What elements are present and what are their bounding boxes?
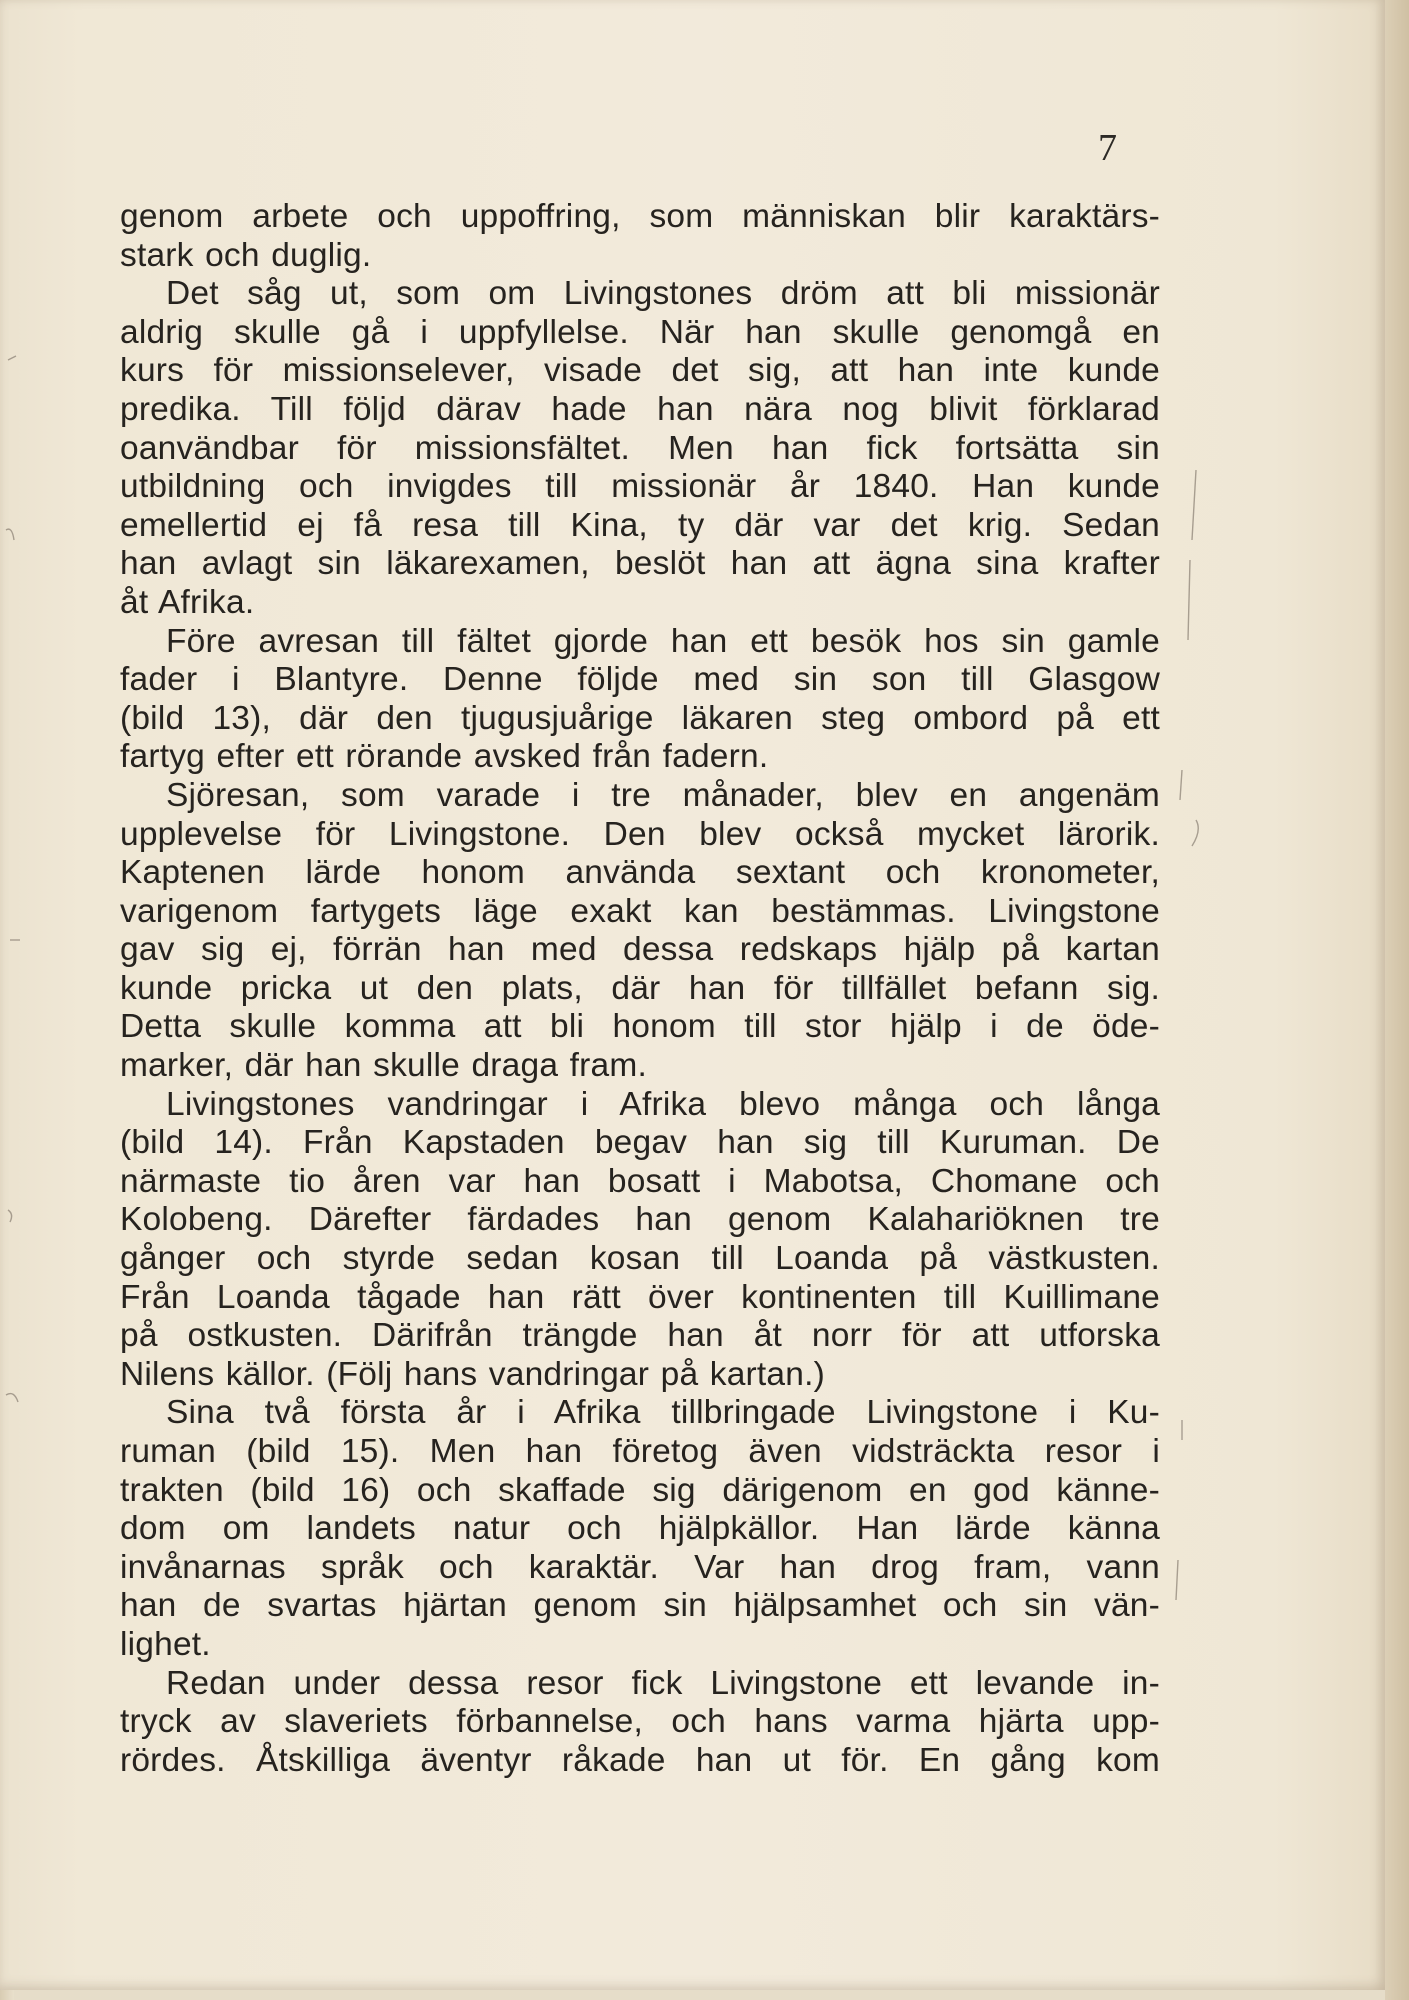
text-line: dom om landets natur och hjälpkällor. Han lärde känna <box>120 1510 1160 1548</box>
text-line: gav sig ej, förrän han med dessa redskaps hjälp på kartan <box>120 931 1160 969</box>
text-line: Från Loanda tågade han rätt över kontinenten till Kuillimane <box>120 1278 1160 1316</box>
text-line: (bild 14). Från Kapstaden begav han sig till Kuruman. De <box>120 1124 1160 1162</box>
text-line: fader i Blantyre. Denne följde med sin son till Glasgow <box>120 661 1160 699</box>
text-line: Sina två första år i Afrika tillbringade Livingstone i Ku- <box>166 1394 1160 1432</box>
text-line: kunde pricka ut den plats, där han för tillfället befann sig. <box>120 969 1160 1007</box>
text-line: närmaste tio åren var han bosatt i Mabotsa, Chomane och <box>120 1162 1160 1200</box>
text-line: Detta skulle komma att bli honom till stor hjälp i de öde- <box>120 1008 1160 1046</box>
text-line: genom arbete och uppoffring, som människan blir karaktärs- <box>120 198 1160 235</box>
text-line: rördes. Åtskilliga äventyr råkade han ut för. En gång kom <box>120 1741 1160 1779</box>
page-edge <box>1385 0 1409 2000</box>
text-line: lighet. <box>120 1625 211 1663</box>
text-line: tryck av slaveriets förbannelse, och hans varma hjärta upp- <box>120 1703 1160 1741</box>
text-line: emellertid ej få resa till Kina, ty där var det krig. Sedan <box>120 506 1160 544</box>
page-number: 7 <box>1098 127 1117 169</box>
text-line: invånarnas språk och karaktär. Var han drog fram, vann <box>120 1548 1160 1586</box>
text-line: upplevelse för Livingstone. Den blev också mycket lärorik. <box>120 815 1160 853</box>
text-line: på ostkusten. Därifrån trängde han åt norr för att utforska <box>120 1317 1160 1355</box>
text-line: aldrig skulle gå i uppfyllelse. När han skulle genomgå en <box>120 313 1160 351</box>
text-line: predika. Till följd därav hade han nära nog blivit förklarad <box>120 390 1160 428</box>
text-line: Kolobeng. Därefter färdades han genom Kalahariöknen tre <box>120 1201 1160 1239</box>
text-line: Livingstones vandringar i Afrika blevo många och långa <box>166 1085 1160 1123</box>
text-line: han de svartas hjärtan genom sin hjälpsamhet och sin vän- <box>120 1587 1160 1625</box>
text-line: Det såg ut, som om Livingstones dröm att bli missionär <box>166 275 1160 313</box>
text-line: åt Afrika. <box>120 583 255 621</box>
text-line: han avlagt sin läkarexamen, beslöt han att ägna sina krafter <box>120 545 1160 583</box>
text-line: ruman (bild 15). Men han företog även vidsträckta resor i <box>120 1433 1160 1470</box>
text-line: utbildning och invigdes till missionär år 1840. Han kunde <box>120 468 1160 506</box>
text-line: Nilens källor. (Följ hans vandringar på kartan.) <box>120 1355 825 1393</box>
text-line: (bild 13), där den tjugusjuårige läkaren steg ombord på ett <box>120 699 1160 737</box>
text-line: oanvändbar för missionsfältet. Men han fick fortsätta sin <box>120 429 1160 467</box>
text-line: gånger och styrde sedan kosan till Loanda på västkusten. <box>120 1240 1160 1278</box>
body-text <box>120 198 1160 1780</box>
text-line: Sjöresan, som varade i tre månader, blev en angenäm <box>166 776 1160 814</box>
text-line: fartyg efter ett rörande avsked från fadern. <box>120 738 769 776</box>
text-line: marker, där han skulle draga fram. <box>120 1047 647 1085</box>
text-line: Redan under dessa resor fick Livingstone ett levande in- <box>166 1664 1160 1702</box>
text-line: varigenom fartygets läge exakt kan bestämmas. Livingstone <box>120 892 1160 930</box>
text-line: Före avresan till fältet gjorde han ett besök hos sin gamle <box>166 622 1160 660</box>
text-line: Kaptenen lärde honom använda sextant och kronometer, <box>120 854 1160 892</box>
text-line: trakten (bild 16) och skaffade sig därigenom en god känne- <box>120 1471 1160 1509</box>
text-line: kurs för missionselever, visade det sig, att han inte kunde <box>120 352 1160 390</box>
text-line: stark och duglig. <box>120 236 372 274</box>
